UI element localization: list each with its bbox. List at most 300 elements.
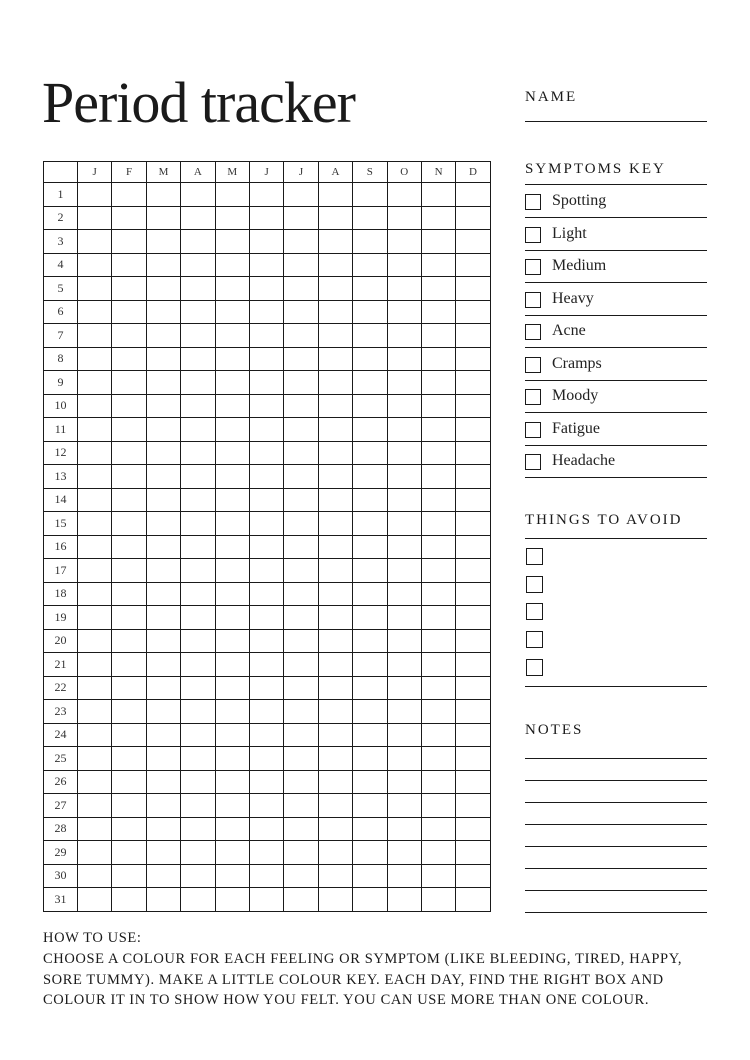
day-month-cell[interactable]: [284, 347, 318, 371]
day-month-cell[interactable]: [353, 559, 387, 583]
day-month-cell[interactable]: [215, 465, 249, 489]
symptom-checkbox[interactable]: [525, 454, 541, 470]
day-month-cell[interactable]: [421, 559, 455, 583]
day-month-cell[interactable]: [249, 206, 283, 230]
note-line[interactable]: [525, 780, 707, 781]
day-month-cell[interactable]: [78, 841, 112, 865]
day-month-cell[interactable]: [112, 559, 146, 583]
day-month-cell[interactable]: [78, 441, 112, 465]
day-month-cell[interactable]: [146, 817, 180, 841]
symptom-checkbox[interactable]: [525, 357, 541, 373]
day-month-cell[interactable]: [456, 700, 490, 724]
day-month-cell[interactable]: [181, 723, 215, 747]
day-month-cell[interactable]: [284, 230, 318, 254]
day-month-cell[interactable]: [78, 653, 112, 677]
day-month-cell[interactable]: [353, 723, 387, 747]
day-month-cell[interactable]: [353, 300, 387, 324]
avoid-checkbox[interactable]: [526, 631, 543, 648]
day-month-cell[interactable]: [456, 653, 490, 677]
day-month-cell[interactable]: [181, 817, 215, 841]
day-month-cell[interactable]: [78, 183, 112, 207]
day-month-cell[interactable]: [215, 770, 249, 794]
day-month-cell[interactable]: [318, 206, 352, 230]
day-month-cell[interactable]: [284, 418, 318, 442]
day-month-cell[interactable]: [181, 747, 215, 771]
day-month-cell[interactable]: [181, 864, 215, 888]
day-month-cell[interactable]: [112, 230, 146, 254]
day-month-cell[interactable]: [78, 888, 112, 912]
day-month-cell[interactable]: [353, 371, 387, 395]
day-month-cell[interactable]: [249, 653, 283, 677]
day-month-cell[interactable]: [318, 629, 352, 653]
avoid-checkbox[interactable]: [526, 576, 543, 593]
day-month-cell[interactable]: [456, 418, 490, 442]
day-month-cell[interactable]: [215, 676, 249, 700]
day-month-cell[interactable]: [112, 653, 146, 677]
day-month-cell[interactable]: [249, 582, 283, 606]
symptom-checkbox[interactable]: [525, 324, 541, 340]
day-month-cell[interactable]: [353, 347, 387, 371]
day-month-cell[interactable]: [112, 888, 146, 912]
day-month-cell[interactable]: [146, 864, 180, 888]
day-month-cell[interactable]: [421, 488, 455, 512]
symptom-checkbox[interactable]: [525, 389, 541, 405]
day-month-cell[interactable]: [249, 230, 283, 254]
day-month-cell[interactable]: [284, 700, 318, 724]
day-month-cell[interactable]: [146, 253, 180, 277]
day-month-cell[interactable]: [146, 888, 180, 912]
day-month-cell[interactable]: [146, 206, 180, 230]
day-month-cell[interactable]: [421, 606, 455, 630]
day-month-cell[interactable]: [387, 418, 421, 442]
day-month-cell[interactable]: [181, 653, 215, 677]
day-month-cell[interactable]: [353, 324, 387, 348]
day-month-cell[interactable]: [78, 418, 112, 442]
day-month-cell[interactable]: [215, 794, 249, 818]
day-month-cell[interactable]: [181, 488, 215, 512]
day-month-cell[interactable]: [456, 371, 490, 395]
day-month-cell[interactable]: [284, 535, 318, 559]
day-month-cell[interactable]: [387, 230, 421, 254]
day-month-cell[interactable]: [181, 183, 215, 207]
day-month-cell[interactable]: [318, 488, 352, 512]
day-month-cell[interactable]: [78, 300, 112, 324]
day-month-cell[interactable]: [284, 841, 318, 865]
day-month-cell[interactable]: [215, 582, 249, 606]
day-month-cell[interactable]: [146, 723, 180, 747]
day-month-cell[interactable]: [284, 629, 318, 653]
day-month-cell[interactable]: [387, 394, 421, 418]
day-month-cell[interactable]: [353, 888, 387, 912]
day-month-cell[interactable]: [387, 441, 421, 465]
day-month-cell[interactable]: [456, 723, 490, 747]
day-month-cell[interactable]: [249, 559, 283, 583]
day-month-cell[interactable]: [112, 418, 146, 442]
avoid-checkbox[interactable]: [526, 548, 543, 565]
symptom-checkbox[interactable]: [525, 292, 541, 308]
day-month-cell[interactable]: [387, 841, 421, 865]
day-month-cell[interactable]: [78, 512, 112, 536]
day-month-cell[interactable]: [112, 465, 146, 489]
day-month-cell[interactable]: [215, 606, 249, 630]
day-month-cell[interactable]: [421, 676, 455, 700]
day-month-cell[interactable]: [215, 371, 249, 395]
symptom-checkbox[interactable]: [525, 259, 541, 275]
day-month-cell[interactable]: [146, 394, 180, 418]
day-month-cell[interactable]: [249, 700, 283, 724]
day-month-cell[interactable]: [387, 488, 421, 512]
day-month-cell[interactable]: [318, 253, 352, 277]
day-month-cell[interactable]: [215, 347, 249, 371]
day-month-cell[interactable]: [421, 888, 455, 912]
day-month-cell[interactable]: [112, 700, 146, 724]
day-month-cell[interactable]: [181, 841, 215, 865]
day-month-cell[interactable]: [353, 676, 387, 700]
day-month-cell[interactable]: [318, 559, 352, 583]
day-month-cell[interactable]: [456, 300, 490, 324]
day-month-cell[interactable]: [284, 747, 318, 771]
day-month-cell[interactable]: [78, 770, 112, 794]
day-month-cell[interactable]: [353, 488, 387, 512]
day-month-cell[interactable]: [284, 864, 318, 888]
day-month-cell[interactable]: [456, 629, 490, 653]
day-month-cell[interactable]: [146, 277, 180, 301]
day-month-cell[interactable]: [181, 371, 215, 395]
day-month-cell[interactable]: [181, 418, 215, 442]
day-month-cell[interactable]: [284, 300, 318, 324]
day-month-cell[interactable]: [112, 253, 146, 277]
day-month-cell[interactable]: [318, 183, 352, 207]
day-month-cell[interactable]: [456, 559, 490, 583]
day-month-cell[interactable]: [421, 794, 455, 818]
day-month-cell[interactable]: [353, 277, 387, 301]
day-month-cell[interactable]: [421, 465, 455, 489]
day-month-cell[interactable]: [387, 535, 421, 559]
symptom-checkbox[interactable]: [525, 227, 541, 243]
day-month-cell[interactable]: [112, 277, 146, 301]
day-month-cell[interactable]: [318, 441, 352, 465]
day-month-cell[interactable]: [421, 700, 455, 724]
day-month-cell[interactable]: [421, 394, 455, 418]
day-month-cell[interactable]: [78, 347, 112, 371]
day-month-cell[interactable]: [421, 841, 455, 865]
day-month-cell[interactable]: [387, 253, 421, 277]
day-month-cell[interactable]: [249, 817, 283, 841]
note-line[interactable]: [525, 912, 707, 913]
day-month-cell[interactable]: [112, 183, 146, 207]
day-month-cell[interactable]: [387, 465, 421, 489]
day-month-cell[interactable]: [215, 629, 249, 653]
day-month-cell[interactable]: [146, 371, 180, 395]
day-month-cell[interactable]: [215, 512, 249, 536]
day-month-cell[interactable]: [456, 606, 490, 630]
day-month-cell[interactable]: [387, 300, 421, 324]
day-month-cell[interactable]: [181, 253, 215, 277]
day-month-cell[interactable]: [421, 253, 455, 277]
day-month-cell[interactable]: [146, 606, 180, 630]
day-month-cell[interactable]: [146, 465, 180, 489]
day-month-cell[interactable]: [181, 582, 215, 606]
day-month-cell[interactable]: [421, 723, 455, 747]
day-month-cell[interactable]: [181, 394, 215, 418]
note-line[interactable]: [525, 868, 707, 869]
day-month-cell[interactable]: [456, 347, 490, 371]
day-month-cell[interactable]: [146, 183, 180, 207]
day-month-cell[interactable]: [456, 206, 490, 230]
day-month-cell[interactable]: [78, 394, 112, 418]
day-month-cell[interactable]: [249, 488, 283, 512]
day-month-cell[interactable]: [181, 606, 215, 630]
day-month-cell[interactable]: [353, 606, 387, 630]
day-month-cell[interactable]: [387, 606, 421, 630]
day-month-cell[interactable]: [456, 394, 490, 418]
day-month-cell[interactable]: [146, 770, 180, 794]
day-month-cell[interactable]: [112, 747, 146, 771]
day-month-cell[interactable]: [249, 418, 283, 442]
day-month-cell[interactable]: [456, 841, 490, 865]
day-month-cell[interactable]: [215, 700, 249, 724]
day-month-cell[interactable]: [284, 253, 318, 277]
day-month-cell[interactable]: [112, 864, 146, 888]
day-month-cell[interactable]: [318, 465, 352, 489]
day-month-cell[interactable]: [421, 183, 455, 207]
note-line[interactable]: [525, 824, 707, 825]
day-month-cell[interactable]: [249, 324, 283, 348]
day-month-cell[interactable]: [387, 347, 421, 371]
day-month-cell[interactable]: [78, 747, 112, 771]
day-month-cell[interactable]: [146, 535, 180, 559]
symptom-checkbox[interactable]: [525, 422, 541, 438]
day-month-cell[interactable]: [215, 206, 249, 230]
day-month-cell[interactable]: [421, 817, 455, 841]
day-month-cell[interactable]: [387, 770, 421, 794]
day-month-cell[interactable]: [215, 488, 249, 512]
day-month-cell[interactable]: [421, 629, 455, 653]
day-month-cell[interactable]: [215, 183, 249, 207]
day-month-cell[interactable]: [353, 841, 387, 865]
day-month-cell[interactable]: [249, 723, 283, 747]
day-month-cell[interactable]: [318, 794, 352, 818]
day-month-cell[interactable]: [78, 864, 112, 888]
day-month-cell[interactable]: [78, 794, 112, 818]
day-month-cell[interactable]: [112, 535, 146, 559]
day-month-cell[interactable]: [421, 512, 455, 536]
day-month-cell[interactable]: [78, 676, 112, 700]
day-month-cell[interactable]: [112, 488, 146, 512]
note-line[interactable]: [525, 846, 707, 847]
day-month-cell[interactable]: [215, 535, 249, 559]
day-month-cell[interactable]: [181, 888, 215, 912]
day-month-cell[interactable]: [284, 582, 318, 606]
day-month-cell[interactable]: [353, 770, 387, 794]
day-month-cell[interactable]: [78, 465, 112, 489]
day-month-cell[interactable]: [421, 324, 455, 348]
day-month-cell[interactable]: [284, 441, 318, 465]
day-month-cell[interactable]: [112, 723, 146, 747]
day-month-cell[interactable]: [318, 300, 352, 324]
day-month-cell[interactable]: [249, 253, 283, 277]
day-month-cell[interactable]: [181, 277, 215, 301]
day-month-cell[interactable]: [284, 512, 318, 536]
day-month-cell[interactable]: [215, 253, 249, 277]
day-month-cell[interactable]: [318, 676, 352, 700]
day-month-cell[interactable]: [421, 653, 455, 677]
day-month-cell[interactable]: [387, 864, 421, 888]
day-month-cell[interactable]: [456, 770, 490, 794]
day-month-cell[interactable]: [249, 394, 283, 418]
note-line[interactable]: [525, 890, 707, 891]
day-month-cell[interactable]: [421, 864, 455, 888]
day-month-cell[interactable]: [112, 770, 146, 794]
day-month-cell[interactable]: [387, 629, 421, 653]
day-month-cell[interactable]: [284, 723, 318, 747]
day-month-cell[interactable]: [387, 700, 421, 724]
day-month-cell[interactable]: [318, 277, 352, 301]
day-month-cell[interactable]: [284, 888, 318, 912]
day-month-cell[interactable]: [78, 817, 112, 841]
day-month-cell[interactable]: [78, 606, 112, 630]
day-month-cell[interactable]: [112, 629, 146, 653]
day-month-cell[interactable]: [318, 700, 352, 724]
day-month-cell[interactable]: [146, 441, 180, 465]
day-month-cell[interactable]: [456, 582, 490, 606]
day-month-cell[interactable]: [387, 512, 421, 536]
day-month-cell[interactable]: [421, 747, 455, 771]
day-month-cell[interactable]: [387, 206, 421, 230]
day-month-cell[interactable]: [387, 676, 421, 700]
day-month-cell[interactable]: [318, 394, 352, 418]
day-month-cell[interactable]: [421, 535, 455, 559]
day-month-cell[interactable]: [284, 653, 318, 677]
day-month-cell[interactable]: [387, 653, 421, 677]
day-month-cell[interactable]: [78, 277, 112, 301]
day-month-cell[interactable]: [318, 747, 352, 771]
day-month-cell[interactable]: [215, 230, 249, 254]
day-month-cell[interactable]: [146, 347, 180, 371]
day-month-cell[interactable]: [456, 253, 490, 277]
day-month-cell[interactable]: [146, 488, 180, 512]
day-month-cell[interactable]: [146, 676, 180, 700]
day-month-cell[interactable]: [456, 230, 490, 254]
day-month-cell[interactable]: [249, 794, 283, 818]
day-month-cell[interactable]: [284, 324, 318, 348]
day-month-cell[interactable]: [249, 606, 283, 630]
day-month-cell[interactable]: [146, 230, 180, 254]
day-month-cell[interactable]: [78, 324, 112, 348]
day-month-cell[interactable]: [181, 206, 215, 230]
day-month-cell[interactable]: [421, 347, 455, 371]
day-month-cell[interactable]: [146, 559, 180, 583]
day-month-cell[interactable]: [146, 418, 180, 442]
day-month-cell[interactable]: [249, 300, 283, 324]
day-month-cell[interactable]: [112, 347, 146, 371]
day-month-cell[interactable]: [78, 206, 112, 230]
day-month-cell[interactable]: [353, 512, 387, 536]
day-month-cell[interactable]: [249, 747, 283, 771]
day-month-cell[interactable]: [146, 794, 180, 818]
day-month-cell[interactable]: [249, 371, 283, 395]
day-month-cell[interactable]: [181, 535, 215, 559]
day-month-cell[interactable]: [456, 747, 490, 771]
day-month-cell[interactable]: [284, 183, 318, 207]
day-month-cell[interactable]: [181, 347, 215, 371]
day-month-cell[interactable]: [215, 324, 249, 348]
day-month-cell[interactable]: [421, 770, 455, 794]
day-month-cell[interactable]: [387, 817, 421, 841]
day-month-cell[interactable]: [318, 512, 352, 536]
day-month-cell[interactable]: [215, 559, 249, 583]
day-month-cell[interactable]: [284, 277, 318, 301]
day-month-cell[interactable]: [181, 441, 215, 465]
day-month-cell[interactable]: [146, 653, 180, 677]
day-month-cell[interactable]: [112, 606, 146, 630]
day-month-cell[interactable]: [353, 653, 387, 677]
day-month-cell[interactable]: [387, 888, 421, 912]
day-month-cell[interactable]: [146, 300, 180, 324]
day-month-cell[interactable]: [146, 582, 180, 606]
symptom-checkbox[interactable]: [525, 194, 541, 210]
day-month-cell[interactable]: [456, 888, 490, 912]
day-month-cell[interactable]: [387, 723, 421, 747]
day-month-cell[interactable]: [387, 324, 421, 348]
day-month-cell[interactable]: [146, 512, 180, 536]
day-month-cell[interactable]: [387, 747, 421, 771]
day-month-cell[interactable]: [284, 559, 318, 583]
day-month-cell[interactable]: [318, 535, 352, 559]
day-month-cell[interactable]: [284, 770, 318, 794]
day-month-cell[interactable]: [215, 723, 249, 747]
name-field-line[interactable]: [525, 121, 707, 122]
day-month-cell[interactable]: [421, 371, 455, 395]
day-month-cell[interactable]: [181, 230, 215, 254]
avoid-checkbox[interactable]: [526, 603, 543, 620]
day-month-cell[interactable]: [215, 300, 249, 324]
day-month-cell[interactable]: [284, 465, 318, 489]
day-month-cell[interactable]: [284, 606, 318, 630]
day-month-cell[interactable]: [249, 347, 283, 371]
day-month-cell[interactable]: [421, 441, 455, 465]
day-month-cell[interactable]: [353, 629, 387, 653]
day-month-cell[interactable]: [318, 371, 352, 395]
day-month-cell[interactable]: [318, 817, 352, 841]
day-month-cell[interactable]: [78, 700, 112, 724]
day-month-cell[interactable]: [112, 582, 146, 606]
day-month-cell[interactable]: [249, 629, 283, 653]
day-month-cell[interactable]: [78, 488, 112, 512]
day-month-cell[interactable]: [249, 841, 283, 865]
day-month-cell[interactable]: [249, 277, 283, 301]
day-month-cell[interactable]: [353, 230, 387, 254]
day-month-cell[interactable]: [318, 324, 352, 348]
day-month-cell[interactable]: [112, 371, 146, 395]
day-month-cell[interactable]: [215, 864, 249, 888]
day-month-cell[interactable]: [387, 559, 421, 583]
day-month-cell[interactable]: [318, 864, 352, 888]
day-month-cell[interactable]: [353, 206, 387, 230]
avoid-checkbox[interactable]: [526, 659, 543, 676]
day-month-cell[interactable]: [318, 230, 352, 254]
day-month-cell[interactable]: [215, 653, 249, 677]
day-month-cell[interactable]: [456, 465, 490, 489]
day-month-cell[interactable]: [387, 794, 421, 818]
day-month-cell[interactable]: [456, 512, 490, 536]
day-month-cell[interactable]: [215, 747, 249, 771]
day-month-cell[interactable]: [78, 723, 112, 747]
day-month-cell[interactable]: [318, 770, 352, 794]
day-month-cell[interactable]: [249, 676, 283, 700]
day-month-cell[interactable]: [353, 465, 387, 489]
day-month-cell[interactable]: [112, 817, 146, 841]
